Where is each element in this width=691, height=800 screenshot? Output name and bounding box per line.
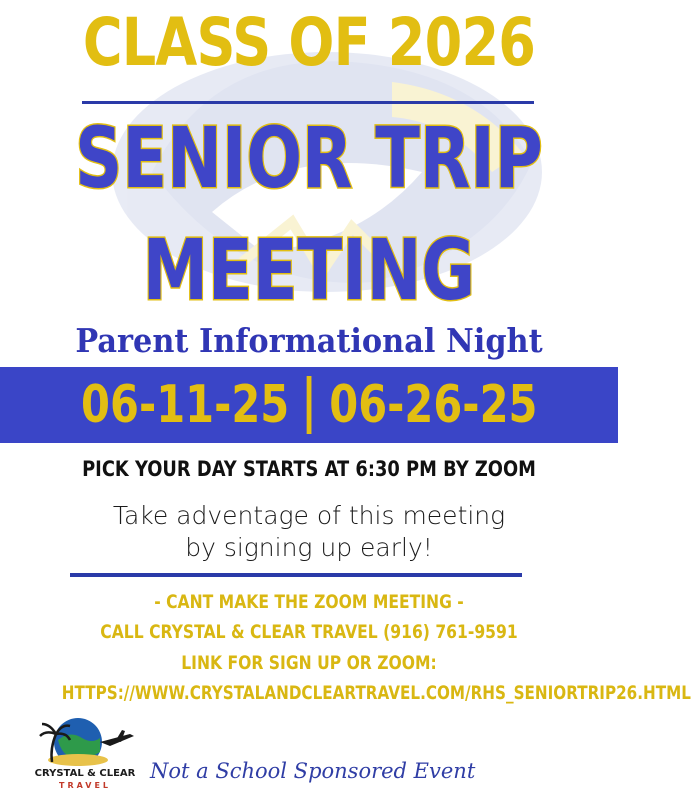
class-title: CLASS OF 2026 bbox=[82, 4, 536, 81]
cant-make-zoom-text: - CANT MAKE THE ZOOM MEETING - bbox=[154, 591, 464, 613]
top-divider bbox=[82, 101, 534, 104]
globe-icon bbox=[30, 712, 140, 770]
agency-logo bbox=[30, 712, 140, 796]
signup-link-url[interactable]: HTTPS://WWW.CRYSTALANDCLEARTRAVEL.COM/RHS_SENIORTRIP26.HTML bbox=[61, 682, 691, 704]
trip-title-line2: MEETING bbox=[142, 221, 476, 319]
logo-name: CRYSTAL & CLEAR bbox=[34, 768, 136, 779]
take-advantage-line1: Take adventage of this meeting bbox=[112, 501, 506, 530]
date-first: 06-11-25 bbox=[80, 375, 289, 435]
take-advantage-text bbox=[0, 500, 618, 564]
pick-day-text: PICK YOUR DAY STARTS AT 6:30 PM BY ZOOM bbox=[82, 457, 536, 481]
middle-divider bbox=[70, 573, 522, 577]
subtitle: Parent Informational Night bbox=[75, 321, 543, 360]
call-agency-text: CALL CRYSTAL & CLEAR TRAVEL (916) 761-9591 bbox=[100, 621, 518, 643]
date-band bbox=[0, 367, 618, 443]
airplane-icon bbox=[100, 730, 134, 746]
trip-title-line1: SENIOR TRIP bbox=[75, 109, 543, 207]
logo-sub: TRAVEL bbox=[58, 781, 112, 790]
date-second: 06-26-25 bbox=[329, 375, 538, 435]
date-separator bbox=[307, 376, 312, 434]
not-school-sponsored-note: Not a School Sponsored Event bbox=[150, 759, 476, 783]
take-advantage-line2: by signing up early! bbox=[185, 533, 433, 562]
dates-row bbox=[81, 375, 537, 435]
signup-link-label: LINK FOR SIGN UP OR ZOOM: bbox=[181, 652, 437, 674]
